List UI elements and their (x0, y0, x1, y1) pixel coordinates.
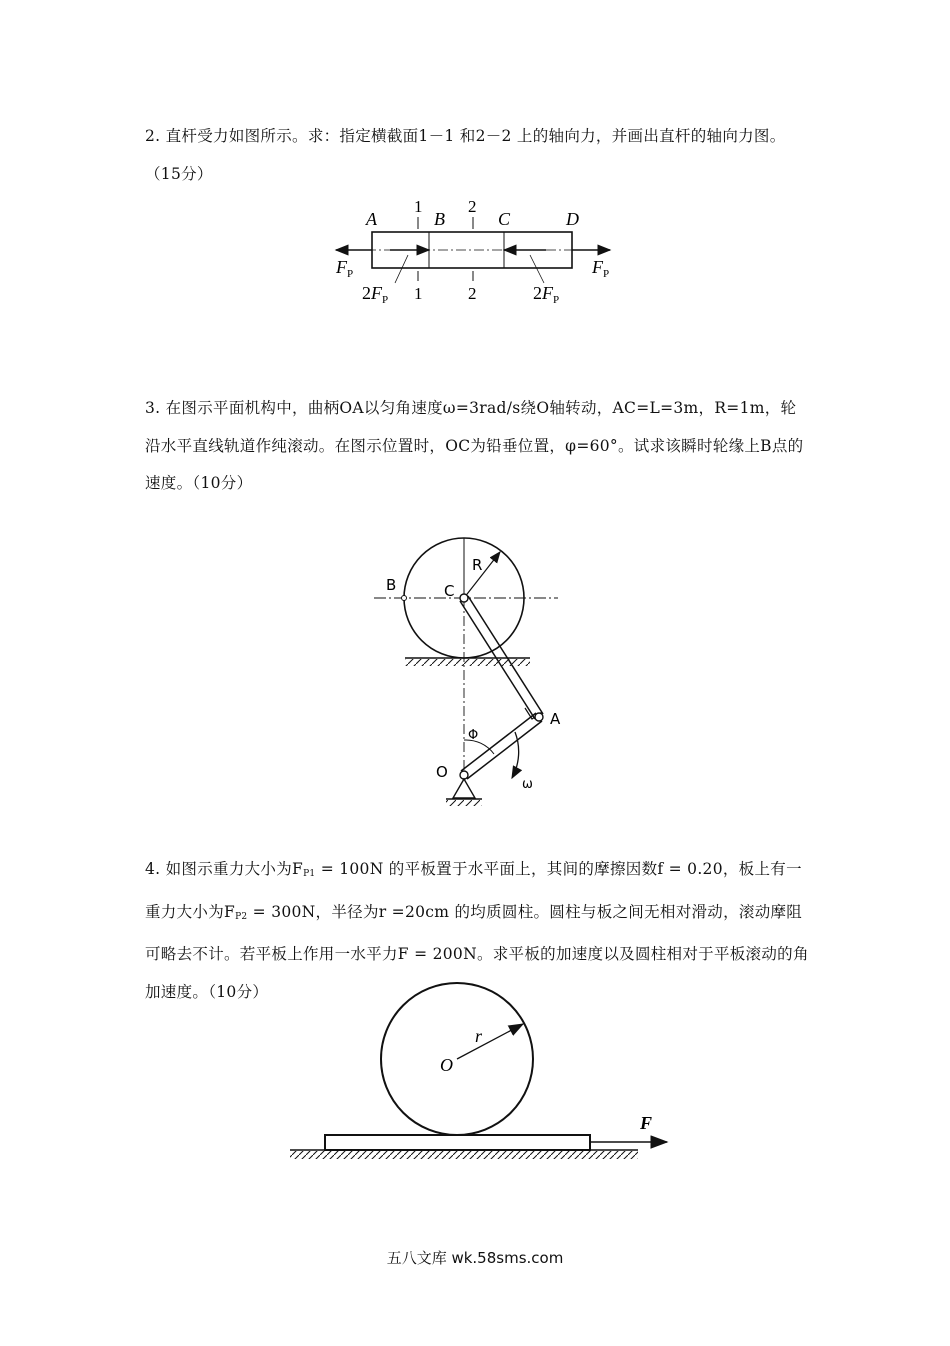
point-b (402, 596, 407, 601)
label-force-left: $F_P$ (336, 257, 354, 280)
label-2fp-right: $2F_P$ (533, 283, 560, 306)
figure-crank-wheel (360, 520, 580, 820)
figure-plate-cylinder (285, 980, 653, 1170)
leader-right (530, 255, 544, 283)
label-section-1-top: 1 (414, 197, 423, 216)
support-hatch (446, 800, 482, 806)
figure-axial-bar (330, 195, 630, 310)
question-4-text: 4. 如图示重力大小为$F_{P1} = 100N$ 的平板置于水平面上，其间的摩擦因数f = 0.20，板上有一重力大小为$F_{P2} = 300N$，半径为r =20cm 的均质圆柱。圆柱与板之间无相对滑动，滚动摩阻可略去不计。若平板上作用一水平力F = 200N。求平板的加速度以及圆柱相对于平板滚动的角加速度。（10分） (145, 860, 809, 1001)
label-section-2-top: 2 (468, 197, 477, 216)
label-a: A (366, 209, 377, 229)
footer-watermark: 五八文库 wk.58sms.com (386, 1249, 564, 1267)
label-force-right: $F_P$ (592, 257, 610, 280)
label-b: B (386, 576, 397, 594)
label-section-1-bottom: 1 (414, 284, 423, 303)
pin-support (453, 779, 475, 798)
label-f: F (640, 1113, 653, 1133)
radius-arrow (457, 1024, 523, 1059)
label-o: O (436, 763, 448, 781)
label-c: C (498, 209, 511, 229)
label-d: D (566, 209, 579, 229)
plate (325, 1135, 590, 1150)
label-phi: Φ (468, 728, 479, 743)
label-r: R (472, 556, 483, 574)
leader-left (395, 255, 408, 283)
label-section-2-bottom: 2 (468, 284, 477, 303)
label-o: O (440, 1055, 453, 1075)
question-3-text: 3. 在图示平面机构中，曲柄OA以匀角速度ω=3rad/s绕O轴转动，AC=L=3m，R=1m，轮沿水平直线轨道作纯滚动。在图示位置时，OC为铅垂位置，φ=60°。试求该瞬时轮缘上B点的速度。（10分） (145, 399, 804, 492)
joint-c (460, 594, 468, 602)
label-a: A (550, 710, 561, 728)
question-2-text: 2. 直杆受力如图所示。求：指定横截面1－1 和2－2 上的轴向力，并画出直杆的轴向力图。（15分） (145, 127, 786, 183)
ground-hatch (290, 1151, 638, 1159)
label-b: B (434, 209, 445, 229)
omega-arrow (512, 732, 519, 778)
crank-oa (461, 713, 542, 779)
label-c: C (444, 582, 455, 600)
label-2fp-left: $2F_P$ (362, 283, 389, 306)
label-omega: ω (522, 777, 533, 792)
label-r: r (475, 1026, 483, 1046)
joint-a (535, 713, 543, 721)
